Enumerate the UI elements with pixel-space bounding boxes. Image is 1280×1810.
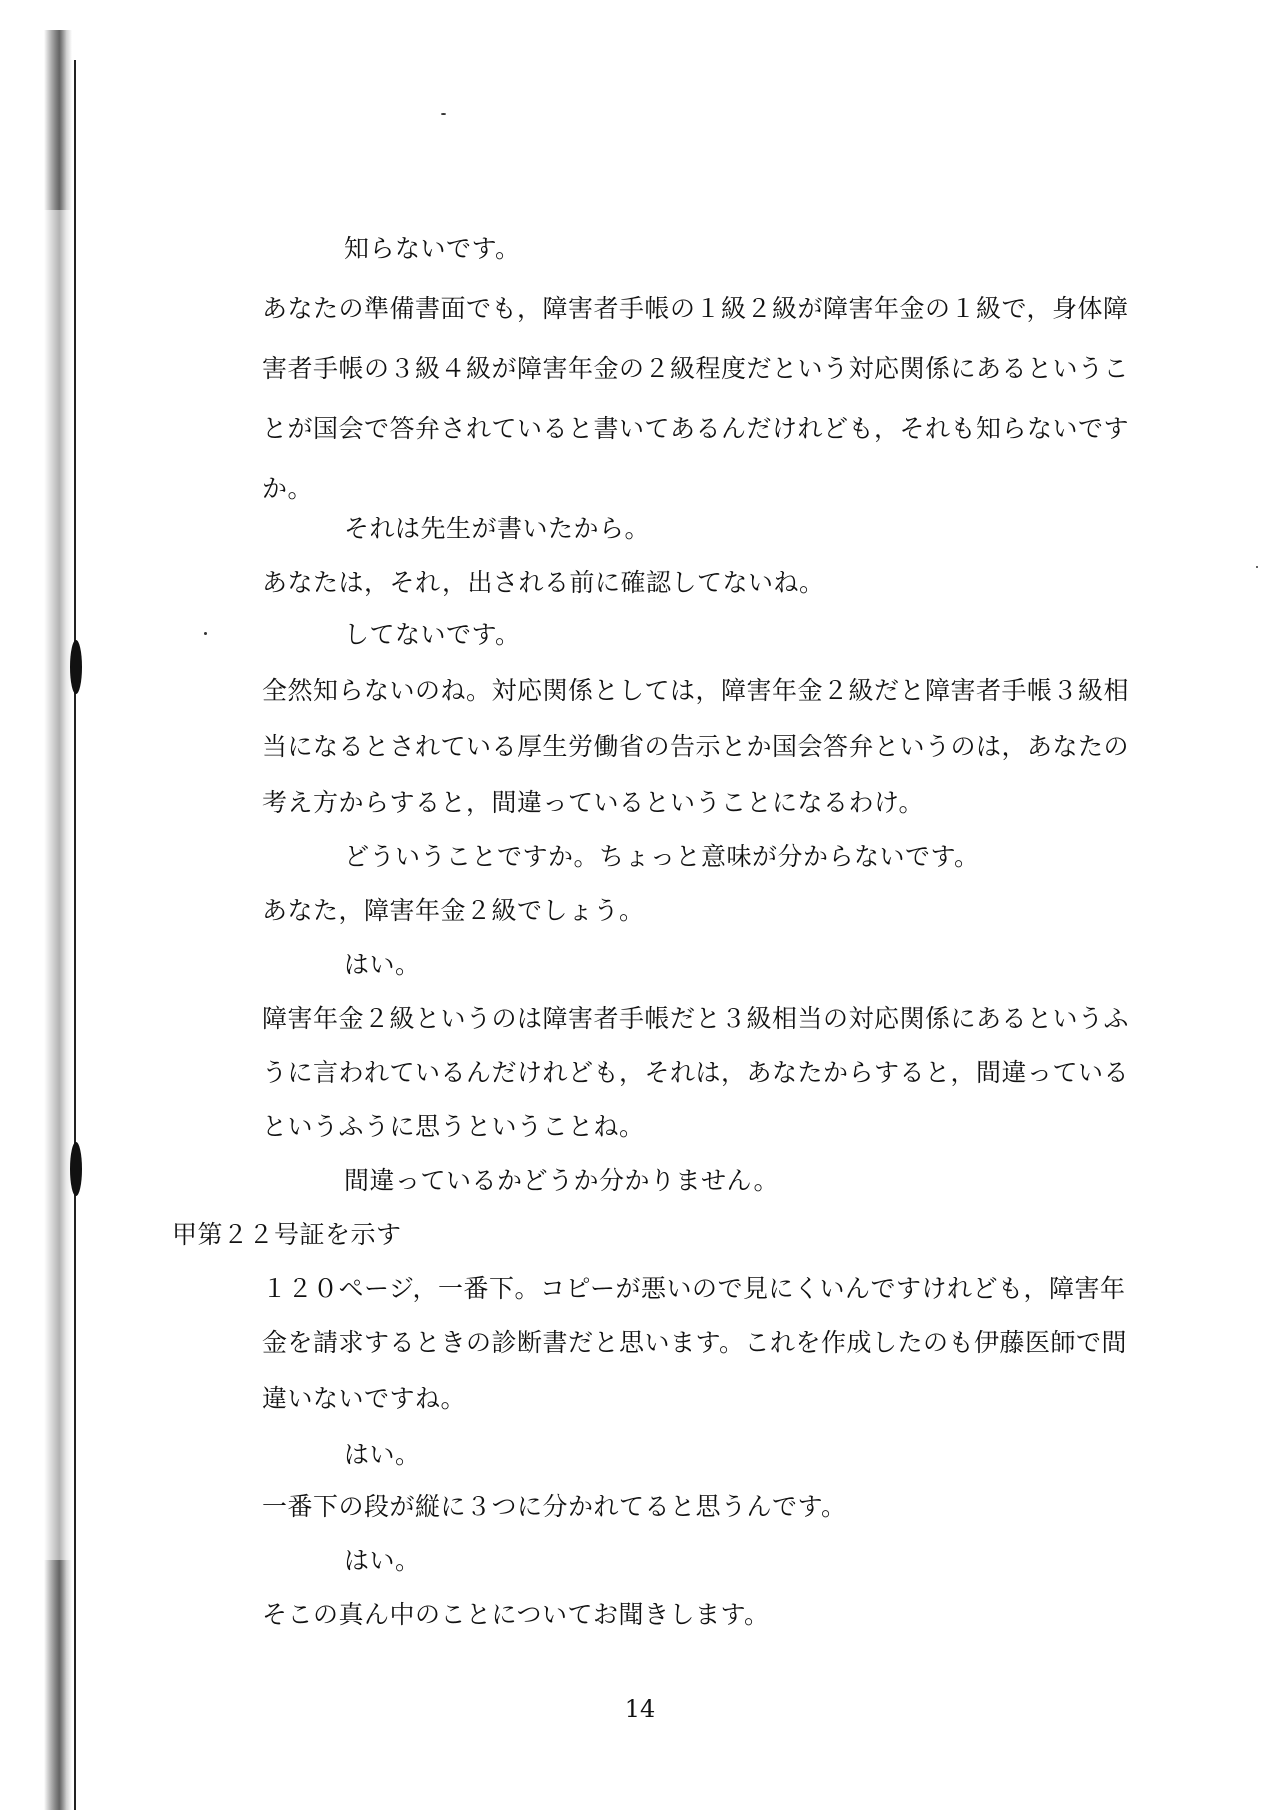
question-line: 考え方からすると，間違っているということになるわけ。 [262,788,925,817]
question-line: 全然知らないのね。対応関係としては，障害年金２級だと障害者手帳３級相 [262,676,1130,705]
answer-line: してないです。 [344,620,521,649]
question-line: あなた，障害年金２級でしょう。 [262,896,645,925]
answer-line: はい。 [344,950,421,979]
question-line: か。 [262,474,314,503]
question-line: うに言われているんだけれども，それは，あなたからすると，間違っている [262,1058,1130,1087]
question-line: そこの真ん中のことについてお聞きします。 [262,1600,770,1629]
question-line: というふうに思うということね。 [262,1112,645,1141]
answer-line: はい。 [344,1440,421,1469]
question-line: 一番下の段が縦に３つに分かれてると思うんです。 [262,1492,847,1521]
answer-line: どういうことですか。ちょっと意味が分からないです。 [344,842,980,871]
question-line: 害者手帳の３級４級が障害年金の２級程度だという対応関係にあるというこ [262,354,1130,383]
answer-line: それは先生が書いたから。 [344,514,651,543]
answer-line: はい。 [344,1546,421,1575]
question-line: とが国会で答弁されていると書いてあるんだけれども，それも知らないです [262,414,1130,443]
question-line: 違いないですね。 [262,1384,467,1413]
question-line: １２０ページ，一番下。コピーが悪いので見にくいんですけれども，障害年 [262,1274,1126,1303]
answer-line: 知らないです。 [344,234,521,263]
question-line: あなたは，それ，出される前に確認してないね。 [262,568,825,597]
question-line: あなたの準備書面でも，障害者手帳の１級２級が障害年金の１級で，身体障 [262,294,1129,323]
question-line: 障害年金２級というのは障害者手帳だと３級相当の対応関係にあるというふ [262,1004,1130,1033]
question-line: 当になるとされている厚生労働省の告示とか国会答弁というのは，あなたの [262,732,1130,761]
exhibit-line: 甲第２２号証を示す [172,1220,402,1249]
question-line: 金を請求するときの診断書だと思います。これを作成したのも伊藤医師で間 [262,1328,1128,1357]
page-number: 14 [624,1695,656,1723]
answer-line: 間違っているかどうか分かりません。 [344,1166,780,1195]
